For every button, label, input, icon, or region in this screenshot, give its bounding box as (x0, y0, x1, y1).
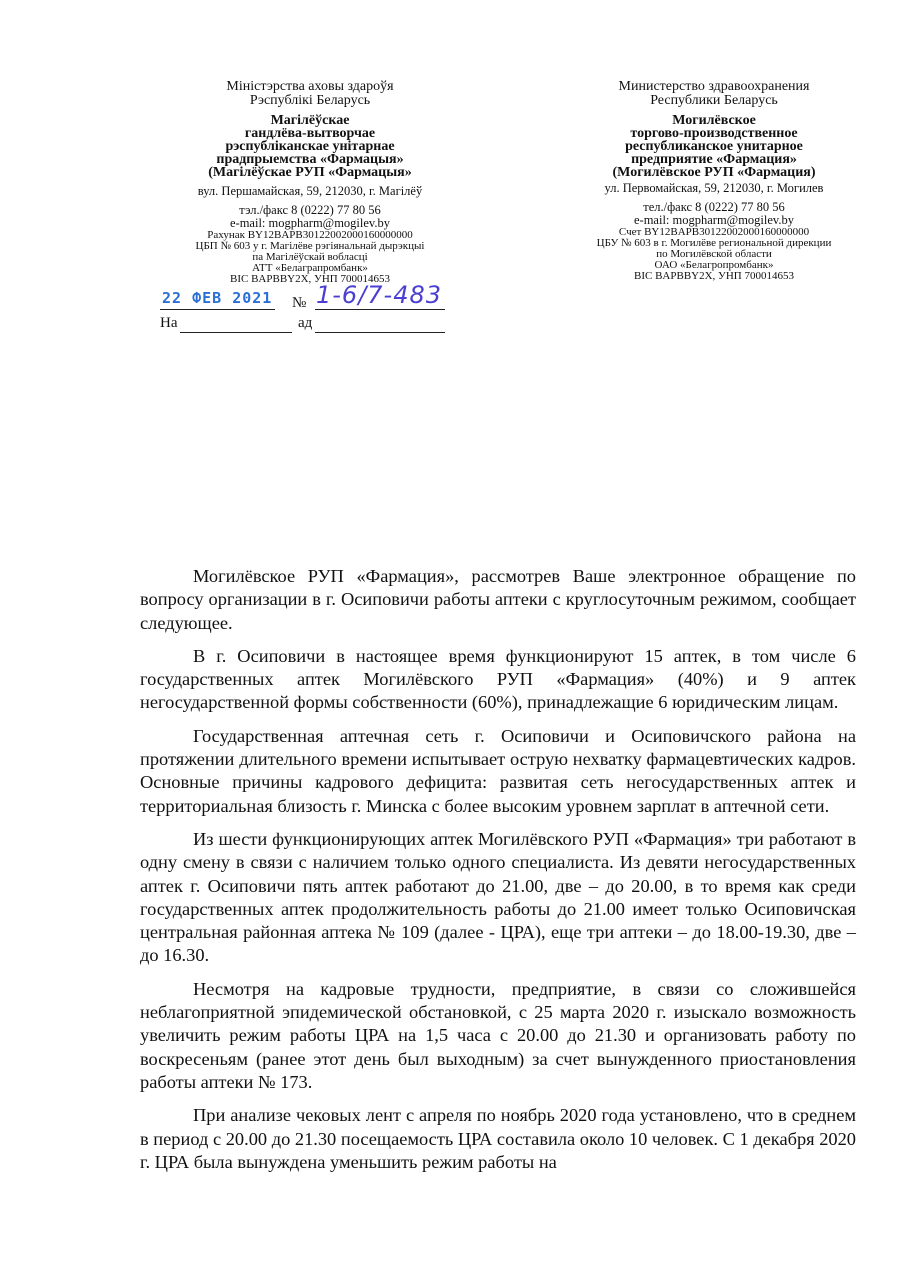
org-line: (Магілёўскае РУП «Фармацыя» (208, 165, 412, 180)
org-line: (Могилёвское РУП «Фармация) (612, 165, 816, 180)
letterhead-belarusian (150, 80, 470, 285)
letter-body (140, 565, 856, 1184)
paragraph: В г. Осиповичи в настоящее время функционируют 15 аптек, в том числе 6 государственных аптек Могилёвского РУП «Фармация» (40%) и 9 аптек негосударственной формы собственности (60%), принадлежащие 6 юридическим лицам. (140, 645, 856, 713)
paragraph: Несмотря на кадровые трудности, предприятие, в связи со сложившейся неблагоприятной эпидемической обстановкой, с 25 марта 2020 г. изыскало возможность увеличить режим работы ЦРА на 1,5 часа с 20.00 до 21.30 и организовать работу по воскресеньям (ранее этот день был выходным) за счет вынужденного приостановления работы аптеки № 173. (140, 978, 856, 1092)
phone: тел./факс 8 (0222) 77 80 56 (643, 200, 785, 214)
org-line: торгово-производственное (630, 126, 798, 141)
registration-block (160, 281, 450, 345)
outgoing-number: 1-6/7-483 (316, 281, 443, 309)
na-label: На (160, 315, 178, 331)
address: вул. Першамайская, 59, 212030, г. Магілёў (197, 184, 423, 198)
org-line: рэспубліканскае унітарнае (225, 139, 395, 154)
date-stamp: 22 ФЕВ 2021 (162, 289, 273, 307)
paragraph: Государственная аптечная сеть г. Осиповичи и Осиповичского района на протяжении длительного времени испытывает острую нехватку фармацевтических кадров. Основные причины кадрового дефицита: развитая сеть негосударственных аптек и территориальная близость г. Минска с более высоким уровнем зарплат в аптечной сети. (140, 725, 856, 816)
email: e-mail: mogpharm@mogilev.by (634, 213, 794, 227)
account: Рахунак BY12BAPB30122002000160000000 (207, 229, 413, 241)
org-line: предприятие «Фармация» (631, 152, 797, 167)
org-line: прадпрыемства «Фармацыя» (216, 152, 404, 167)
bank-line: АТТ «Белаграпромбанк» (252, 262, 368, 274)
ad-underline (315, 332, 445, 333)
org-line: гандлёва-вытворчае (244, 126, 376, 141)
bic-line: BIC BAPBBY2X, УНП 700014653 (230, 273, 390, 285)
phone: тэл./факс 8 (0222) 77 80 56 (239, 203, 381, 217)
account: Счет BY12BAPB30122002000160000000 (618, 226, 810, 238)
paragraph: Могилёвское РУП «Фармация», рассмотрев Ваше электронное обращение по вопросу организации в г. Осиповичи работы аптеки с круглосуточным режимом, сообщает следующее. (140, 566, 856, 633)
paragraph: Из шести функционирующих аптек Могилёвского РУП «Фармация» три работают в одну смену в связи с наличием только одного специалиста. Из девяти негосударственных аптек г. Осиповичи пять аптек работают до 21.00, две – до 20.00, в то время как среди государственных аптек продолжительность работы до 21.00 имеет только Осиповичская центральная районная аптека № 109 (далее - ЦРА), еще три аптеки – до 18.00-19.30, две – до 16.30. (140, 828, 856, 966)
ministry-line: Республики Беларусь (650, 93, 778, 108)
bank-line: па Магілёўскай вобласці (252, 251, 368, 263)
number-label: № (292, 295, 307, 311)
org-line: Могилёвское (672, 113, 756, 128)
ministry-line: Міністэрства аховы здароўя (226, 79, 394, 94)
paragraph: При анализе чековых лент с апреля по ноябрь 2020 года установлено, что в среднем в период с 20.00 до 21.30 посещаемость ЦРА составила около 10 человек. С 1 декабря 2020 г. ЦРА была вынуждена уменьшить режим работы на (140, 1105, 856, 1172)
bank-line: ЦБП № 603 у г. Магілёве рэгіянальнай дырэкцыі (195, 240, 425, 252)
bic-line: BIC BAPBBY2X, УНП 700014653 (634, 270, 794, 282)
org-line: Магілёўскае (270, 113, 350, 128)
ministry-line: Министерство здравоохранения (618, 79, 810, 94)
address: ул. Первомайская, 59, 212030, г. Могилев (604, 181, 824, 195)
number-underline (315, 309, 445, 310)
email: e-mail: mogpharm@mogilev.by (230, 216, 390, 230)
bank-line: ЦБУ № 603 в г. Могилёве региональной дирекции (596, 237, 832, 249)
bank-line: по Могилёвской области (656, 248, 772, 260)
ad-label: ад (298, 315, 313, 331)
ministry-line: Рэспублікі Беларусь (249, 93, 371, 108)
bank-line: ОАО «Белагропромбанк» (654, 259, 774, 271)
letterhead-russian (558, 80, 870, 282)
date-underline (160, 309, 275, 310)
org-line: республиканское унитарное (625, 139, 803, 154)
na-underline (180, 332, 292, 333)
